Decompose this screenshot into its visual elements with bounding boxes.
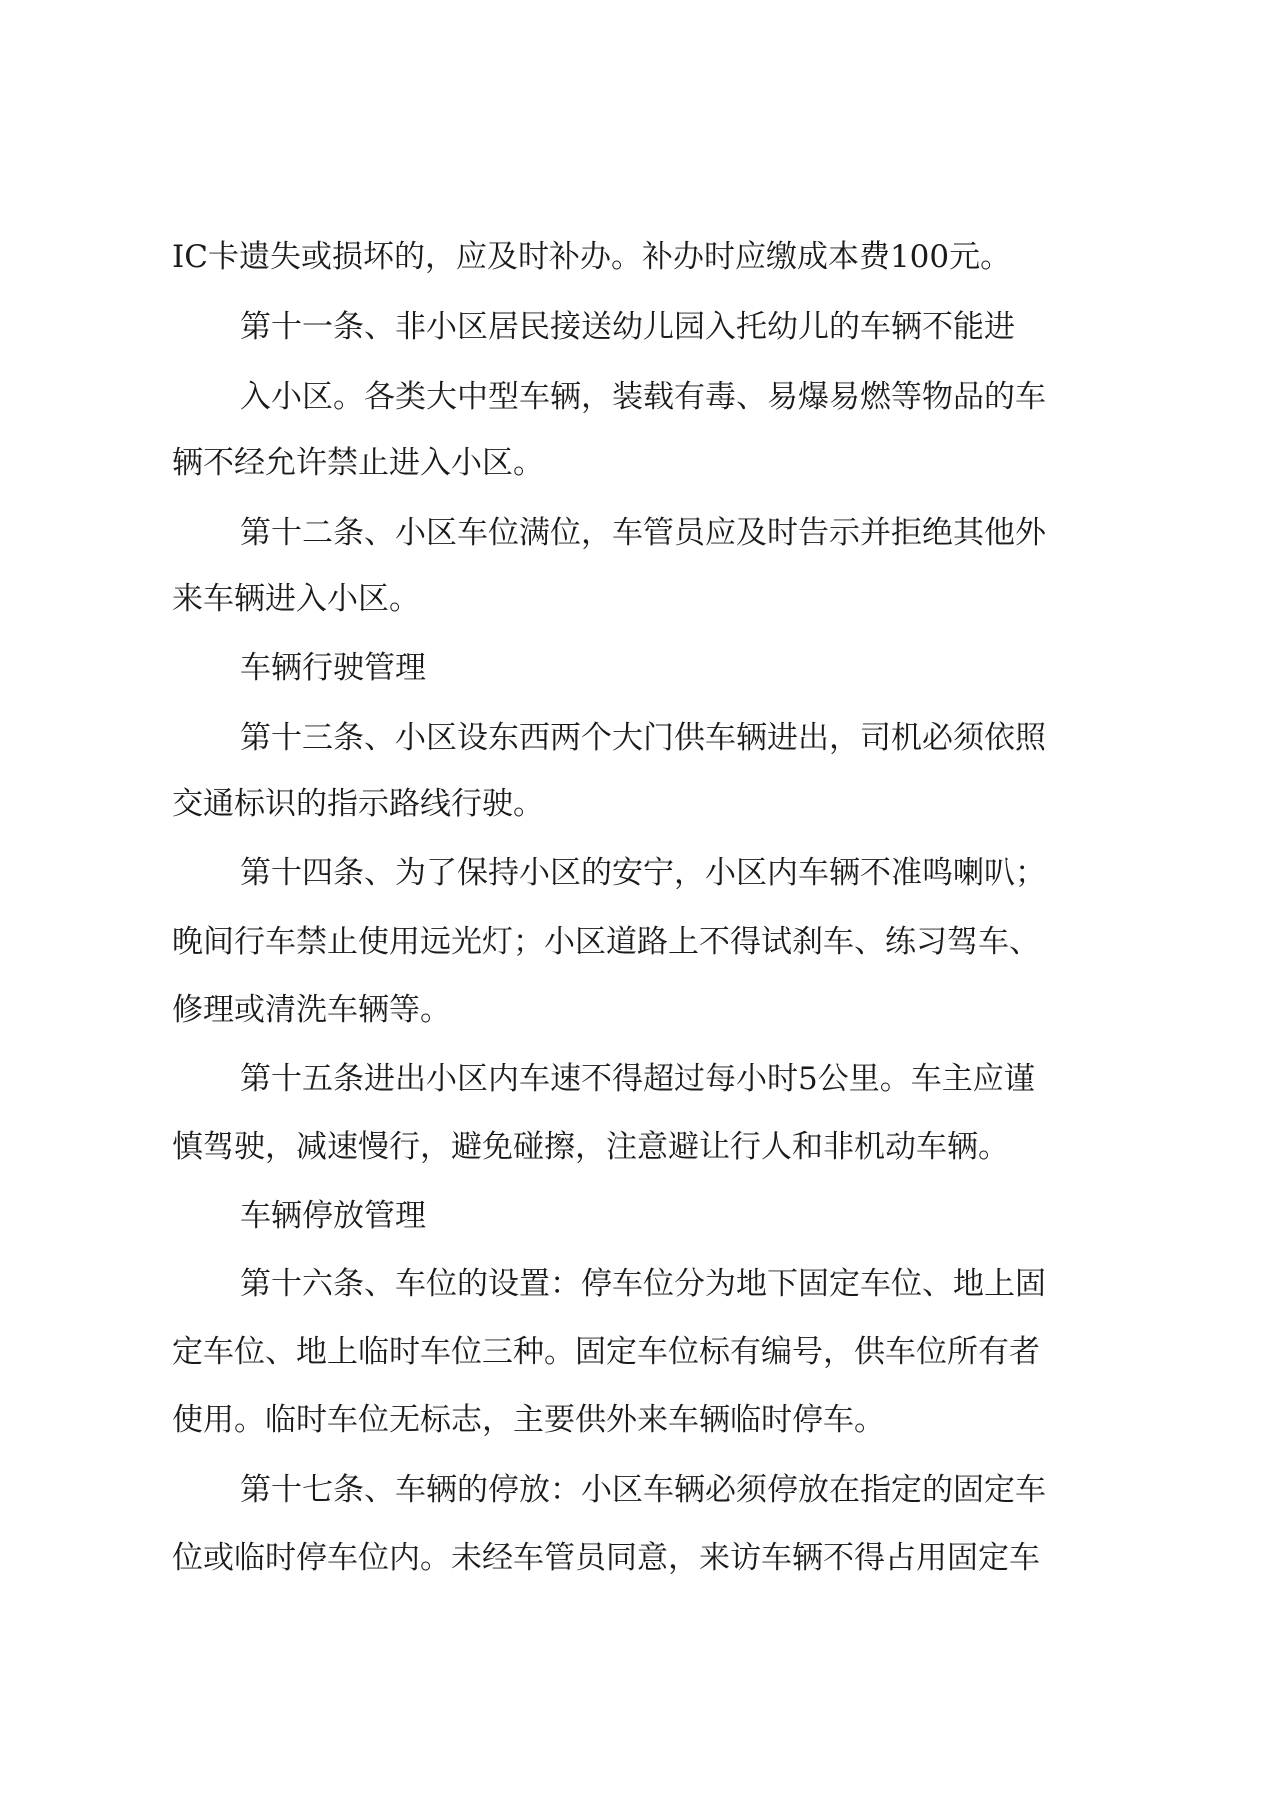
section-heading: 车辆行驶管理 — [240, 650, 426, 686]
text-line: 晚间行车禁止使用远光灯；小区道路上不得试刹车、练习驾车、 — [172, 924, 1040, 960]
text-line: 第十五条进出小区内车速不得超过每小时5公里。车主应谨 — [240, 1061, 1035, 1097]
text-line: 使用。临时车位无标志，主要供外来车辆临时停车。 — [172, 1402, 885, 1438]
text-line: 入小区。各类大中型车辆，装载有毒、易爆易燃等物品的车 — [240, 379, 1046, 415]
text-line: 来车辆进入小区。 — [172, 581, 420, 617]
text-line: 位或临时停车位内。未经车管员同意，来访车辆不得占用固定车 — [172, 1540, 1040, 1576]
text-line: 第十六条、车位的设置：停车位分为地下固定车位、地上固 — [240, 1266, 1046, 1302]
text-line: 第十四条、为了保持小区的安宁，小区内车辆不准鸣喇叭； — [240, 855, 1046, 891]
text-line: 第十一条、非小区居民接送幼儿园入托幼儿的车辆不能进 — [240, 309, 1015, 345]
text-line: IC卡遗失或损坏的，应及时补办。补办时应缴成本费100元。 — [172, 239, 1012, 275]
text-line: 辆不经允许禁止进入小区。 — [172, 445, 544, 481]
text-line: 第十二条、小区车位满位，车管员应及时告示并拒绝其他外 — [240, 515, 1046, 551]
text-line: 第十七条、车辆的停放：小区车辆必须停放在指定的固定车 — [240, 1472, 1046, 1508]
text-line: 交通标识的指示路线行驶。 — [172, 786, 544, 822]
text-line: 定车位、地上临时车位三种。固定车位标有编号，供车位所有者 — [172, 1334, 1040, 1370]
text-line: 第十三条、小区设东西两个大门供车辆进出，司机必须依照 — [240, 720, 1046, 756]
text-line: 修理或清洗车辆等。 — [172, 992, 451, 1028]
text-line: 慎驾驶，减速慢行，避免碰擦，注意避让行人和非机动车辆。 — [172, 1129, 1009, 1165]
section-heading: 车辆停放管理 — [240, 1198, 426, 1234]
